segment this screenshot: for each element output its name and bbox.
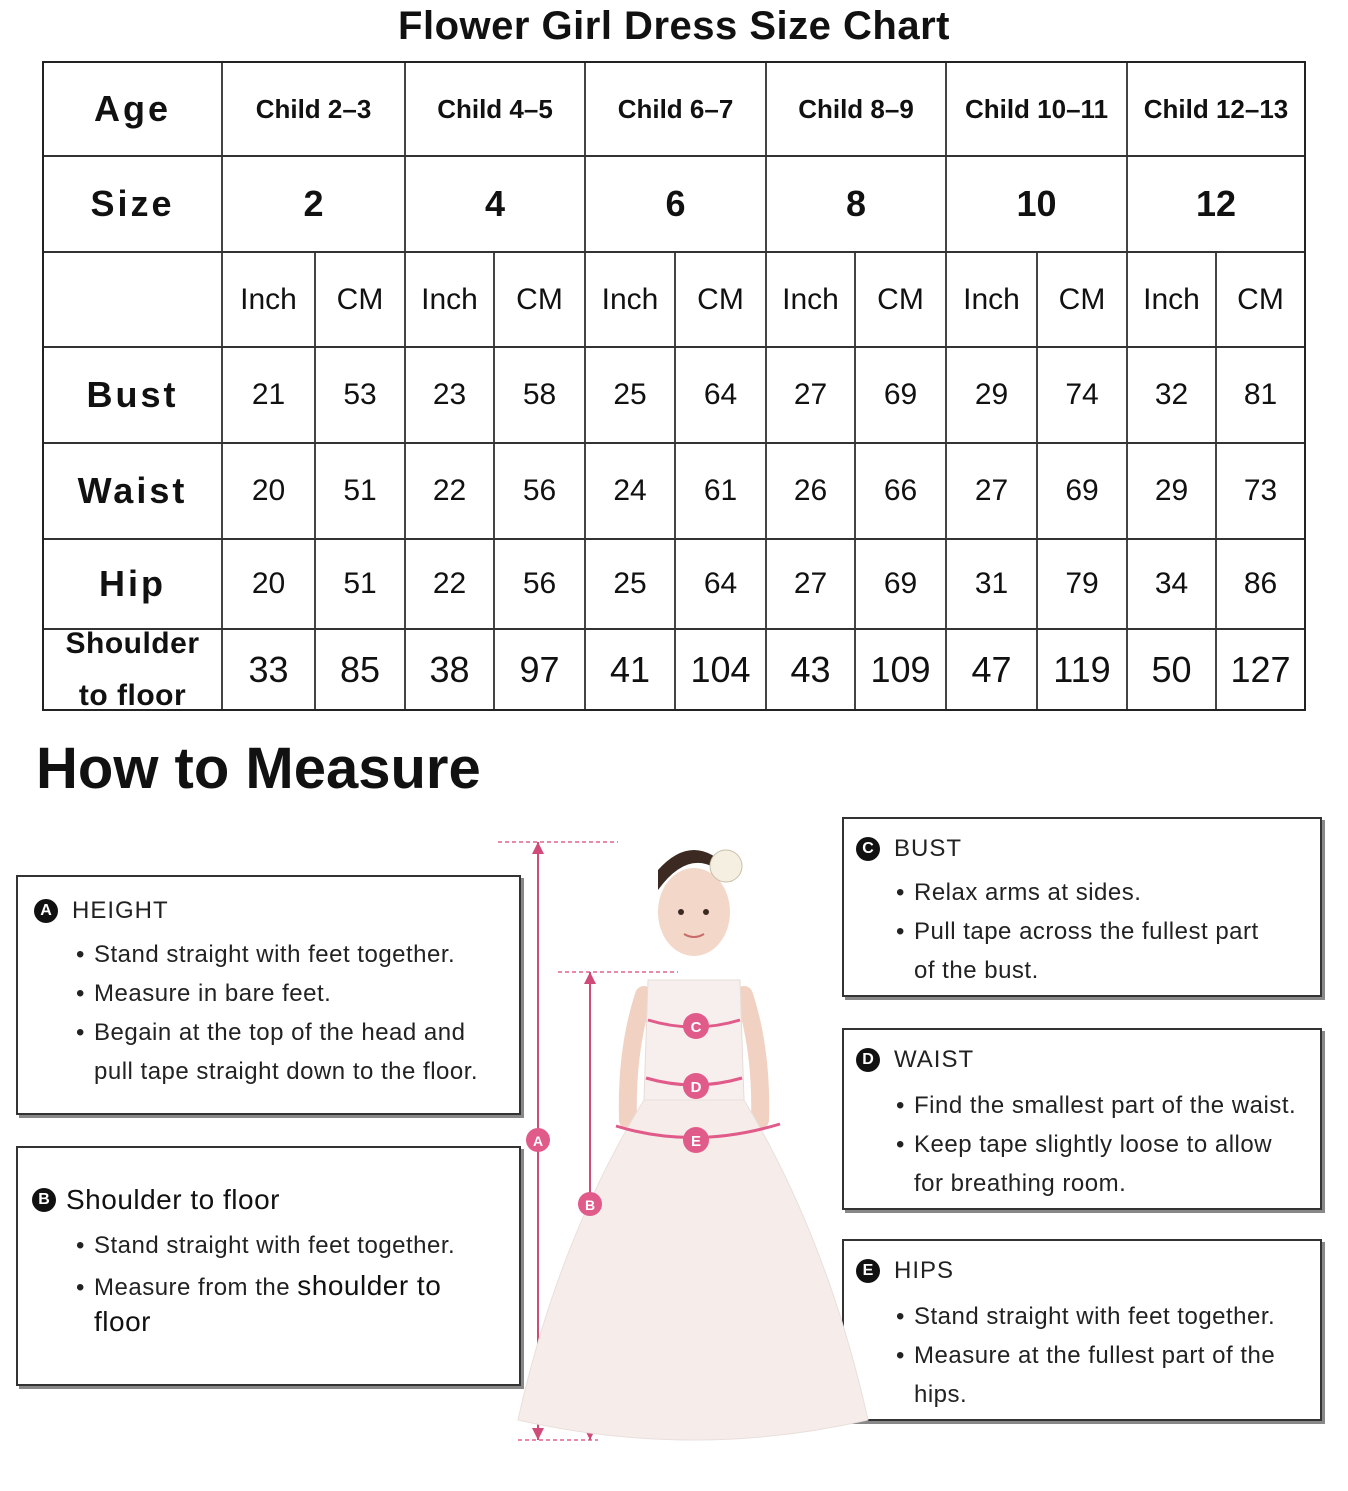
bullet-continuation: floor bbox=[94, 1306, 151, 1337]
row-label bbox=[44, 626, 223, 712]
unit-cm: CM bbox=[856, 253, 947, 346]
value-cell: 119 bbox=[1038, 630, 1128, 709]
value-cell: 34 bbox=[1128, 540, 1217, 628]
empty-header-cell bbox=[44, 253, 223, 346]
row-label: Bust bbox=[44, 348, 223, 442]
value-cell: 74 bbox=[1038, 348, 1128, 442]
marker-b-icon bbox=[578, 1192, 602, 1216]
unit-inch: Inch bbox=[1128, 253, 1217, 346]
marker-e-icon bbox=[683, 1127, 709, 1153]
bullet-item: • Measure from the shoulder to bbox=[76, 1270, 442, 1301]
value-cell: 69 bbox=[856, 348, 947, 442]
bullet-item: • Begain at the top of the head and bbox=[76, 1019, 466, 1046]
row-label-line1: Shoulder bbox=[65, 626, 200, 660]
value-cell: 73 bbox=[1243, 474, 1278, 507]
badge-d-icon: D bbox=[856, 1048, 880, 1072]
badge-a-icon: A bbox=[34, 899, 58, 923]
unit-inch: Inch bbox=[406, 253, 495, 346]
row-label: Hip bbox=[44, 540, 223, 628]
shoulder-title-text: Shoulder to floor bbox=[66, 1184, 280, 1215]
svg-text:E: E bbox=[690, 1133, 702, 1150]
age-cell: Child 4–5 bbox=[406, 63, 586, 155]
girl-dress-figure bbox=[498, 820, 878, 1460]
value-cell: 47 bbox=[947, 630, 1038, 709]
value-cell: 31 bbox=[947, 540, 1038, 628]
bullet-text: Measure from the bbox=[94, 1274, 291, 1301]
marker-a-icon bbox=[526, 1128, 550, 1152]
marker-c-icon bbox=[683, 1013, 709, 1039]
bullet-text: Stand straight with feet together. bbox=[94, 941, 456, 968]
value-cell: 50 bbox=[1128, 630, 1217, 709]
value-cell: 21 bbox=[223, 348, 316, 442]
unit-cm: CM bbox=[1237, 282, 1284, 316]
age-row bbox=[44, 63, 1304, 157]
head bbox=[658, 868, 730, 956]
value-cell: 29 bbox=[947, 348, 1038, 442]
marker-d-icon bbox=[683, 1073, 709, 1099]
size-cell: 8 bbox=[767, 157, 947, 251]
value-cell: 86 bbox=[1243, 567, 1278, 600]
age-cell: Child 6–7 bbox=[586, 63, 767, 155]
value-cell: 109 bbox=[856, 630, 947, 709]
age-cell: Child 8–9 bbox=[767, 63, 947, 155]
shoulder-instructions-box bbox=[16, 1146, 521, 1386]
arrow-head-icon bbox=[532, 842, 544, 854]
value-cell: 25 bbox=[586, 348, 676, 442]
value-cell: 38 bbox=[406, 630, 495, 709]
svg-text:C: C bbox=[690, 1019, 702, 1036]
how-to-measure-heading: How to Measure bbox=[36, 736, 481, 801]
bullet-continuation: pull tape straight down to the floor. bbox=[94, 1058, 479, 1085]
unit-cm: CM bbox=[1038, 253, 1128, 346]
bullet-continuation: for breathing room. bbox=[914, 1170, 1127, 1197]
age-cell: Child 2–3 bbox=[223, 63, 406, 155]
value-cell: 69 bbox=[1038, 444, 1128, 538]
value-cell: 64 bbox=[676, 540, 767, 628]
bullet-item: • Measure at the fullest part of the bbox=[896, 1342, 1276, 1369]
value-cell: 64 bbox=[676, 348, 767, 442]
right-arm bbox=[744, 995, 760, 1120]
value-cell: 97 bbox=[495, 630, 586, 709]
bullet-item: • Find the smallest part of the waist. bbox=[896, 1092, 1297, 1119]
age-cell: Child 12–13 bbox=[1143, 93, 1289, 124]
value-cell: 61 bbox=[676, 444, 767, 538]
value-cell: 29 bbox=[1128, 444, 1217, 538]
bullet-text: Begain at the top of the head and bbox=[94, 1019, 466, 1046]
unit-inch: Inch bbox=[586, 253, 676, 346]
size-cell: 12 bbox=[1195, 183, 1237, 224]
bust-title-text: BUST bbox=[894, 835, 963, 862]
height-title-text: HEIGHT bbox=[72, 897, 169, 924]
badge-e-icon: E bbox=[856, 1259, 880, 1283]
chart-title: Flower Girl Dress Size Chart bbox=[398, 4, 950, 48]
bullet-item: • Stand straight with feet together. bbox=[76, 1232, 456, 1259]
units-row bbox=[44, 253, 1304, 348]
value-cell: 56 bbox=[495, 540, 586, 628]
value-cell: 51 bbox=[316, 540, 406, 628]
waist-instructions-box bbox=[842, 1028, 1322, 1210]
bullet-text: Pull tape across the fullest part bbox=[914, 918, 1259, 945]
height-title bbox=[34, 897, 169, 925]
value-cell: 32 bbox=[1128, 348, 1217, 442]
badge-c-icon: C bbox=[856, 837, 880, 861]
height-instructions-box bbox=[16, 875, 521, 1115]
value-cell: 69 bbox=[856, 540, 947, 628]
value-cell: 66 bbox=[856, 444, 947, 538]
bullet-text: Measure at the fullest part of the bbox=[914, 1342, 1276, 1369]
size-cell: 10 bbox=[947, 157, 1128, 251]
unit-inch: Inch bbox=[947, 253, 1038, 346]
value-cell: 81 bbox=[1243, 378, 1278, 411]
bullet-continuation: hips. bbox=[914, 1381, 968, 1408]
value-cell: 85 bbox=[316, 630, 406, 709]
size-row bbox=[44, 157, 1304, 253]
size-cell: 6 bbox=[586, 157, 767, 251]
bullet-continuation: of the bust. bbox=[914, 957, 1039, 984]
bullet-item: • Stand straight with feet together. bbox=[896, 1303, 1276, 1330]
value-cell: 104 bbox=[676, 630, 767, 709]
bullet-text: Keep tape slightly loose to allow bbox=[914, 1131, 1273, 1158]
bullet-text-emphasis: shoulder to bbox=[297, 1270, 442, 1301]
bullet-text: Stand straight with feet together. bbox=[94, 1232, 456, 1259]
bullet-item: • Stand straight with feet together. bbox=[76, 941, 456, 968]
svg-text:B: B bbox=[584, 1197, 596, 1213]
bust-row bbox=[44, 348, 1304, 444]
flower-headband-icon bbox=[710, 850, 742, 882]
row-label-line2: to floor bbox=[78, 678, 187, 712]
svg-text:D: D bbox=[690, 1079, 702, 1096]
value-cell: 20 bbox=[223, 540, 316, 628]
shoulder-to-floor-row bbox=[44, 626, 1304, 712]
arrow-head-icon bbox=[584, 972, 596, 984]
value-cell: 27 bbox=[767, 348, 856, 442]
size-cell: 2 bbox=[223, 157, 406, 251]
value-cell: 56 bbox=[495, 444, 586, 538]
left-arm bbox=[628, 995, 644, 1120]
unit-cm: CM bbox=[316, 253, 406, 346]
size-label: Size bbox=[44, 157, 223, 251]
value-cell: 58 bbox=[495, 348, 586, 442]
badge-b-icon: B bbox=[32, 1188, 56, 1212]
value-cell: 33 bbox=[223, 630, 316, 709]
shoulder-title bbox=[32, 1184, 280, 1216]
age-cell: Child 10–11 bbox=[947, 63, 1128, 155]
svg-text:A: A bbox=[532, 1133, 544, 1149]
value-cell: 22 bbox=[406, 540, 495, 628]
value-cell: 26 bbox=[767, 444, 856, 538]
value-cell: 24 bbox=[586, 444, 676, 538]
value-cell: 41 bbox=[586, 630, 676, 709]
bullet-text: Stand straight with feet together. bbox=[914, 1303, 1276, 1330]
hips-title-text: HIPS bbox=[894, 1257, 955, 1284]
waist-row bbox=[44, 444, 1304, 540]
value-cell: 43 bbox=[767, 630, 856, 709]
size-chart-table bbox=[42, 61, 1306, 711]
value-cell: 79 bbox=[1038, 540, 1128, 628]
waist-title-text: WAIST bbox=[894, 1046, 975, 1073]
bullet-item: • Keep tape slightly loose to allow bbox=[896, 1131, 1273, 1158]
value-cell: 53 bbox=[316, 348, 406, 442]
value-cell: 23 bbox=[406, 348, 495, 442]
age-label: Age bbox=[44, 63, 223, 155]
row-label: Waist bbox=[44, 444, 223, 538]
unit-cm: CM bbox=[495, 253, 586, 346]
bullet-item: • Relax arms at sides. bbox=[896, 879, 1142, 906]
hips-instructions-box bbox=[842, 1239, 1322, 1421]
unit-cm: CM bbox=[676, 253, 767, 346]
value-cell: 27 bbox=[767, 540, 856, 628]
bullet-item: • Measure in bare feet. bbox=[76, 980, 332, 1007]
bullet-text: Find the smallest part of the waist. bbox=[914, 1092, 1297, 1119]
unit-inch: Inch bbox=[767, 253, 856, 346]
value-cell: 127 bbox=[1230, 648, 1291, 690]
value-cell: 22 bbox=[406, 444, 495, 538]
value-cell: 51 bbox=[316, 444, 406, 538]
bullet-text: Measure in bare feet. bbox=[94, 980, 332, 1007]
value-cell: 20 bbox=[223, 444, 316, 538]
bust-instructions-box bbox=[842, 817, 1322, 997]
size-cell: 4 bbox=[406, 157, 586, 251]
arrow-head-icon bbox=[532, 1428, 544, 1440]
bullet-text: Relax arms at sides. bbox=[914, 879, 1142, 906]
eye bbox=[678, 909, 684, 915]
unit-inch: Inch bbox=[223, 253, 316, 346]
value-cell: 25 bbox=[586, 540, 676, 628]
hip-row bbox=[44, 540, 1304, 630]
eye bbox=[703, 909, 709, 915]
value-cell: 27 bbox=[947, 444, 1038, 538]
bullet-item: • Pull tape across the fullest part bbox=[896, 918, 1259, 945]
